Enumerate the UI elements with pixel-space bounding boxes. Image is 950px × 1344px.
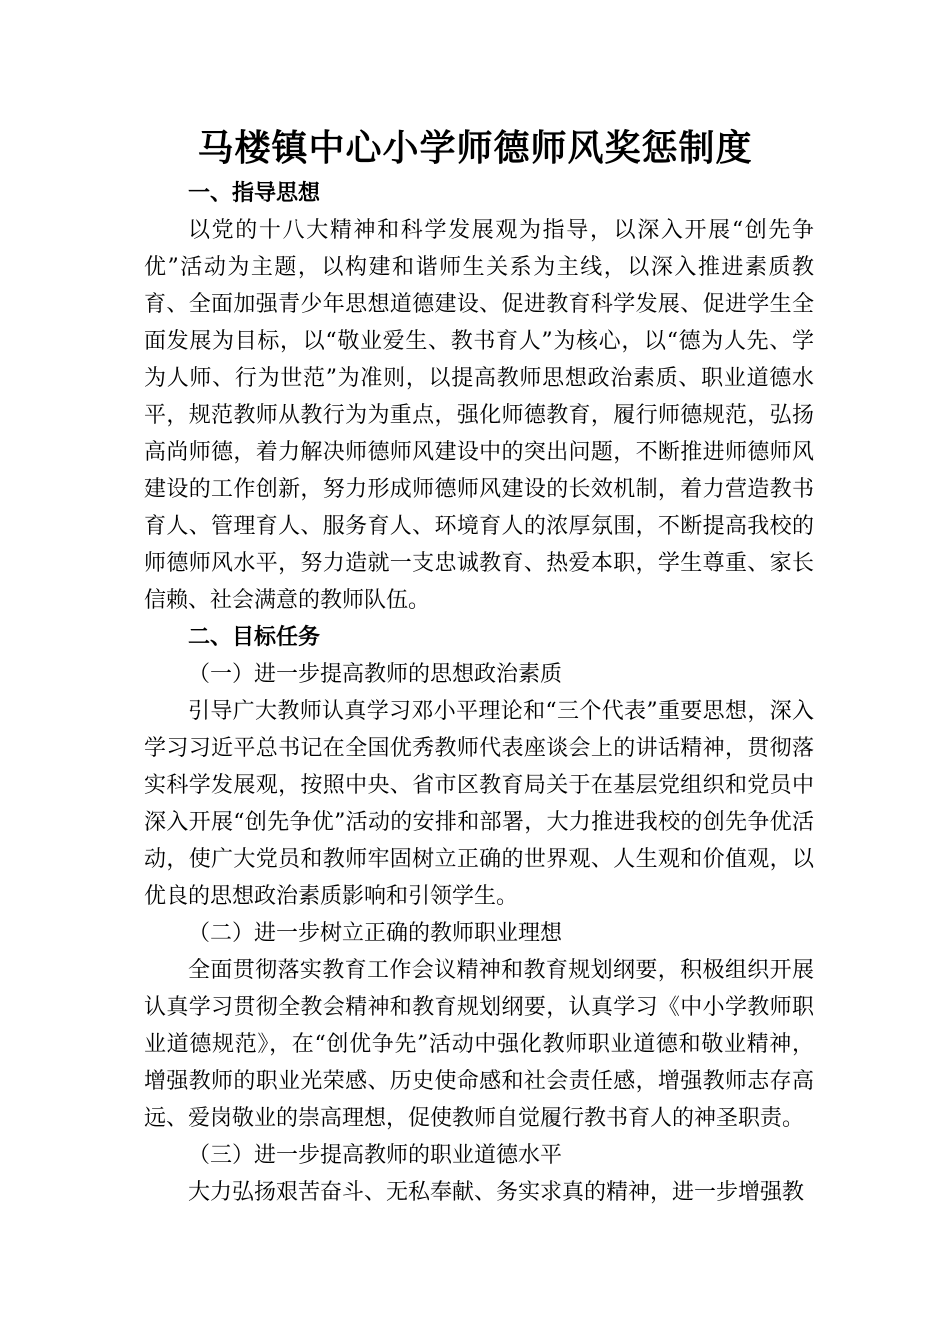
document-title: 马楼镇中心小学师德师风奖惩制度 xyxy=(197,128,753,169)
paragraph-career-ideal: 全面贯彻落实教育工作会议精神和教育规划纲要，积极组织开展认真学习贯彻全教会精神和教育规划纲要，认真学习《中小学教师职业道德规范》，在“创优争先”活动中强化教师职业道德和敬业精神，增强教师的职业光荣感、历史使命感和社会责任感，增强教师志存高远、爱岗敬业的崇高理想，促使教师自觉履行教书育人的神圣职责。 xyxy=(144,958,814,1131)
paragraph-moral-level: 大力弘扬艰苦奋斗、无私奉献、务实求真的精神，进一步增强教 xyxy=(188,1180,805,1205)
subheading-moral-level: （三）进一步提高教师的职业道德水平 xyxy=(188,1143,563,1168)
document-body xyxy=(144,175,814,1211)
subheading-career-ideal: （二）进一步树立正确的教师职业理想 xyxy=(188,921,563,946)
subheading-political-quality: （一）进一步提高教师的思想政治素质 xyxy=(188,662,563,687)
section-heading-guiding-ideology: 一、指导思想 xyxy=(188,181,321,206)
section-heading-goals-tasks: 二、目标任务 xyxy=(188,625,321,650)
paragraph-political-quality: 引导广大教师认真学习邓小平理论和“三个代表”重要思想，深入学习习近平总书记在全国优秀教师代表座谈会上的讲话精神，贯彻落实科学发展观，按照中央、省市区教育局关于在基层党组织和党员中深入开展“创先争优”活动的安排和部署，大力推进我校的创先争优活动，使广大党员和教师牢固树立正确的世界观、人生观和价值观，以优良的思想政治素质影响和引领学生。 xyxy=(144,699,814,909)
paragraph-guiding-ideology: 以党的十八大精神和科学发展观为指导，以深入开展“创先争优”活动为主题，以构建和谐师生关系为主线，以深入推进素质教育、全面加强青少年思想道德建设、促进教育科学发展、促进学生全面发展为目标，以“敬业爱生、教书育人”为核心，以“德为人先、学为人师、行为世范”为准则，以提高教师思想政治素质、职业道德水平，规范教师从教行为为重点，强化师德教育，履行师德规范，弘扬高尚师德，着力解决师德师风建设中的突出问题，不断推进师德师风建设的工作创新，努力形成师德师风建设的长效机制，着力营造教书育人、管理育人、服务育人、环境育人的浓厚氛围，不断提高我校的师德师风水平，努力造就一支忠诚教育、热爱本职，学生尊重、家长信赖、社会满意的教师队伍。 xyxy=(144,218,814,613)
